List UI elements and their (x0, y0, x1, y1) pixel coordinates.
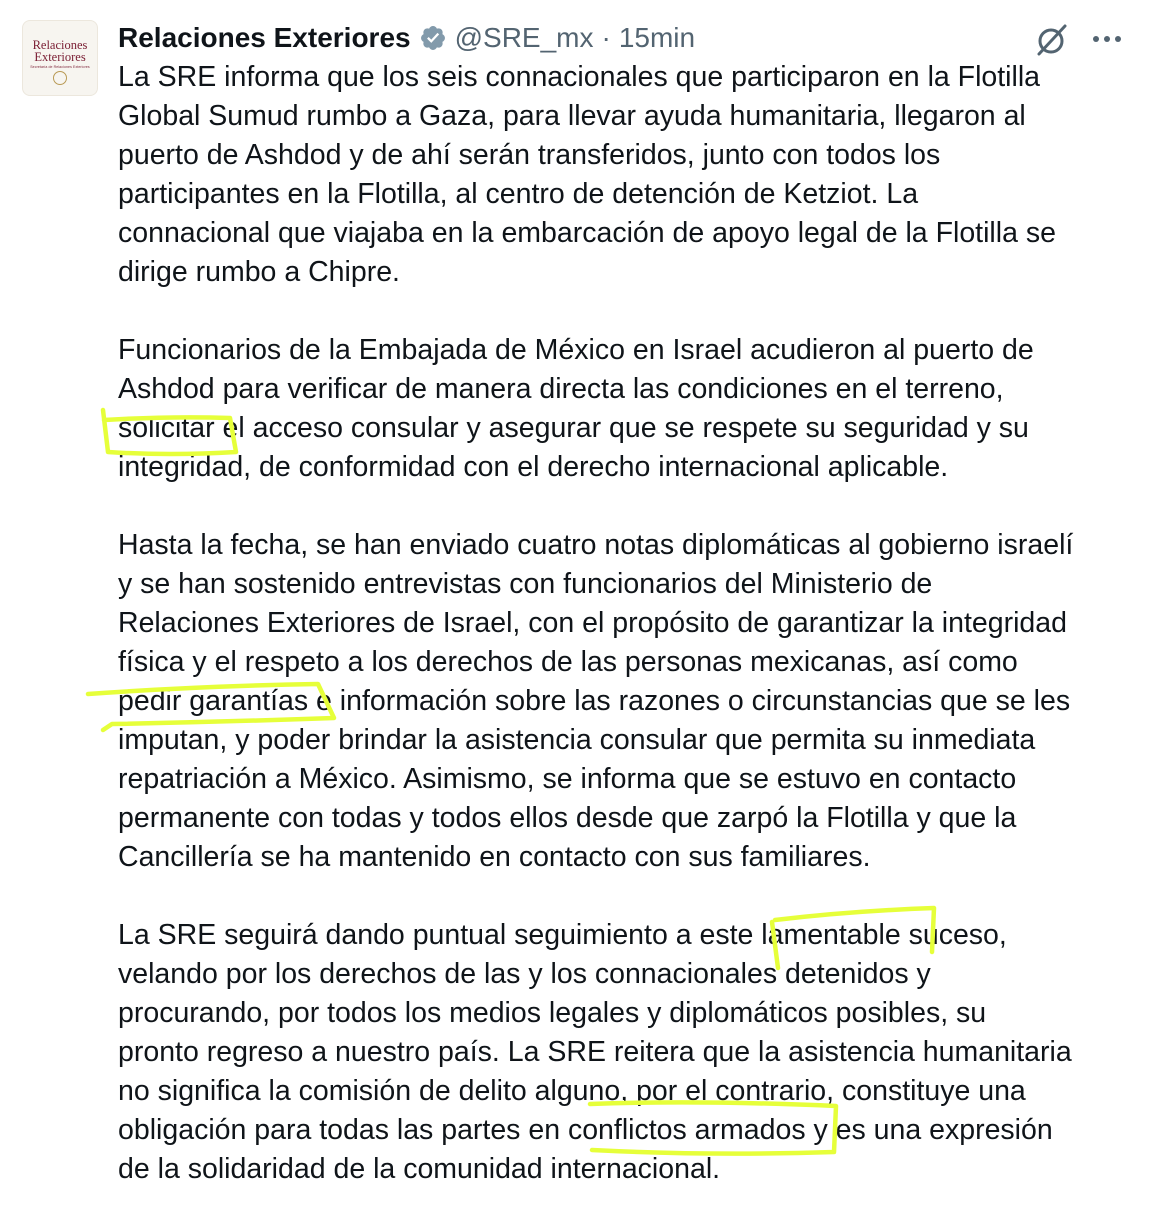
account-name[interactable]: Relaciones Exteriores (118, 22, 411, 53)
verified-badge-icon (419, 24, 447, 52)
avatar-logo-line1: Relaciones (32, 38, 88, 52)
tweet-header (118, 18, 695, 58)
tweet-paragraph: La SRE seguirá dando puntual seguimiento a este lamentable suceso, velando por los derechos de las y los connacionales detenidos y procurando, por todos los medios legales y diplomáticos posibles, su pronto regreso a nuestro país. La SRE reitera que la asistencia humanitaria no significa la comisión de delito alguno, por el contrario, constituye una obligación para todas las partes en conflictos armados y es una expresión de la solidaridad de la comunidad internacional. (118, 919, 1072, 1185)
avatar[interactable] (22, 20, 98, 96)
account-handle[interactable]: @SRE_mx (454, 22, 594, 53)
more-icon[interactable] (1090, 26, 1124, 52)
timestamp[interactable]: 15min (618, 22, 696, 53)
avatar-logo-subtitle: Secretaría de Relaciones Exteriores (30, 65, 90, 69)
tweet-paragraph: Funcionarios de la Embajada de México en Israel acudieron al puerto de Ashdod para verificar de manera directa las condiciones en el terreno, solicitar el acceso consular y asegurar que se respete su seguridad y su integridad, de conformidad con el derecho internacional aplicable. (118, 334, 1034, 483)
avatar-logo-line2: Exteriores (34, 50, 86, 64)
header-separator: · (601, 22, 611, 53)
tweet-paragraph: La SRE informa que los seis connacionales que participaron en la Flotilla Global Sumud rumbo a Gaza, para llevar ayuda humanitaria, llegaron al puerto de Ashdod y de ahí serán transferidos, junto con todos los participantes en la Flotilla, al centro de detención de Ketziot. La connacional que viajaba en la embarcación de apoyo legal de la Flotilla se dirige rumbo a Chipre. (118, 61, 1056, 288)
seal-icon (53, 71, 67, 85)
grok-icon[interactable] (1034, 22, 1070, 58)
tweet-text (118, 58, 1148, 1228)
tweet-paragraph: Hasta la fecha, se han enviado cuatro notas diplomáticas al gobierno israelí y se han sostenido entrevistas con funcionarios del Ministerio de Relaciones Exteriores de Israel, con el propósito de garantizar la integridad física y el respeto a los derechos de las personas mexicanas, así como pedir garantías e información sobre las razones o circunstancias que se les imputan, y poder brindar la asistencia consular que permita su inmediata repatriación a México. Asimismo, se informa que se estuvo en contacto permanente con todas y todos ellos desde que zarpó la Flotilla y que la Cancillería se ha mantenido en contacto con sus familiares. (118, 529, 1074, 873)
